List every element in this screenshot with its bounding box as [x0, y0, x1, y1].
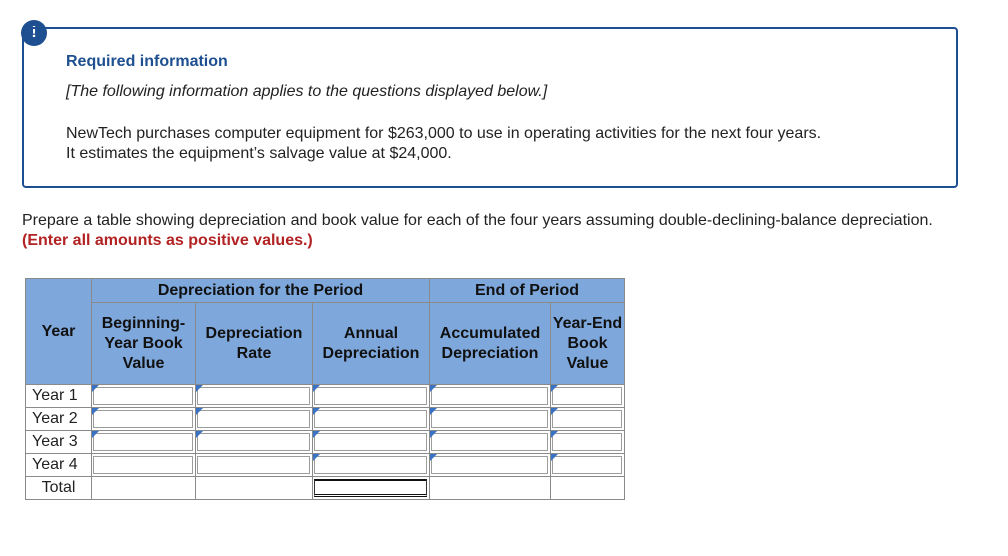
row-label-total: Total [26, 477, 92, 500]
depreciation-rate-cell [196, 454, 313, 477]
depreciation-rate-input[interactable] [196, 408, 313, 431]
header-annual-depreciation: Annual Depreciation [313, 303, 430, 385]
header-depreciation-period: Depreciation for the Period [92, 279, 430, 303]
table-row [26, 454, 625, 477]
accumulated-depreciation-input[interactable] [430, 454, 551, 477]
annual-depreciation-input[interactable] [313, 408, 430, 431]
prompt-hint: (Enter all amounts as positive values.) [22, 232, 313, 249]
table-row [26, 408, 625, 431]
header-beginning-book-value: Beginning-Year Book Value [92, 303, 196, 385]
year-end-book-value-input[interactable] [551, 408, 625, 431]
header-depreciation-rate: Depreciation Rate [196, 303, 313, 385]
info-note: [The following information applies to the questions displayed below.] [66, 83, 548, 100]
beginning-book-value-input[interactable] [92, 385, 196, 408]
alert-icon: ! [21, 20, 47, 46]
total-empty-cell [430, 477, 551, 500]
annual-depreciation-input[interactable] [313, 385, 430, 408]
total-empty-cell [551, 477, 625, 500]
year-end-book-value-input[interactable] [551, 431, 625, 454]
annual-depreciation-input[interactable] [313, 431, 430, 454]
total-annual-depreciation-input[interactable] [313, 477, 430, 500]
depreciation-rate-input[interactable] [196, 385, 313, 408]
accumulated-depreciation-input[interactable] [430, 408, 551, 431]
beginning-book-value-input[interactable] [92, 431, 196, 454]
row-label: Year 1 [26, 385, 92, 408]
accumulated-depreciation-input[interactable] [430, 431, 551, 454]
question-prompt [22, 211, 972, 251]
beginning-book-value-cell [92, 454, 196, 477]
annual-depreciation-input[interactable] [313, 454, 430, 477]
accumulated-depreciation-input[interactable] [430, 385, 551, 408]
year-end-book-value-input[interactable] [551, 385, 625, 408]
depreciation-rate-input[interactable] [196, 431, 313, 454]
row-label: Year 3 [26, 431, 92, 454]
prompt-text: Prepare a table showing depreciation and book value for each of the four years assuming double-declining-balance depreciation. [22, 212, 933, 229]
header-year-end-book-value: Year-End Book Value [551, 303, 625, 385]
depreciation-table [25, 278, 625, 500]
table-row [26, 385, 625, 408]
beginning-book-value-input[interactable] [92, 408, 196, 431]
table-row-total [26, 477, 625, 500]
table-row [26, 431, 625, 454]
info-line-1: NewTech purchases computer equipment for $263,000 to use in operating activities for the next four years. [66, 125, 822, 142]
info-title: Required information [66, 53, 228, 70]
total-empty-cell [92, 477, 196, 500]
header-year: Year [26, 279, 92, 385]
year-end-book-value-input[interactable] [551, 454, 625, 477]
header-accumulated-depreciation: Accumulated Depreciation [430, 303, 551, 385]
row-label: Year 2 [26, 408, 92, 431]
info-line-2: It estimates the equipment’s salvage value at $24,000. [66, 145, 452, 162]
total-empty-cell [196, 477, 313, 500]
info-body [66, 124, 946, 164]
row-label: Year 4 [26, 454, 92, 477]
header-end-of-period: End of Period [430, 279, 625, 303]
